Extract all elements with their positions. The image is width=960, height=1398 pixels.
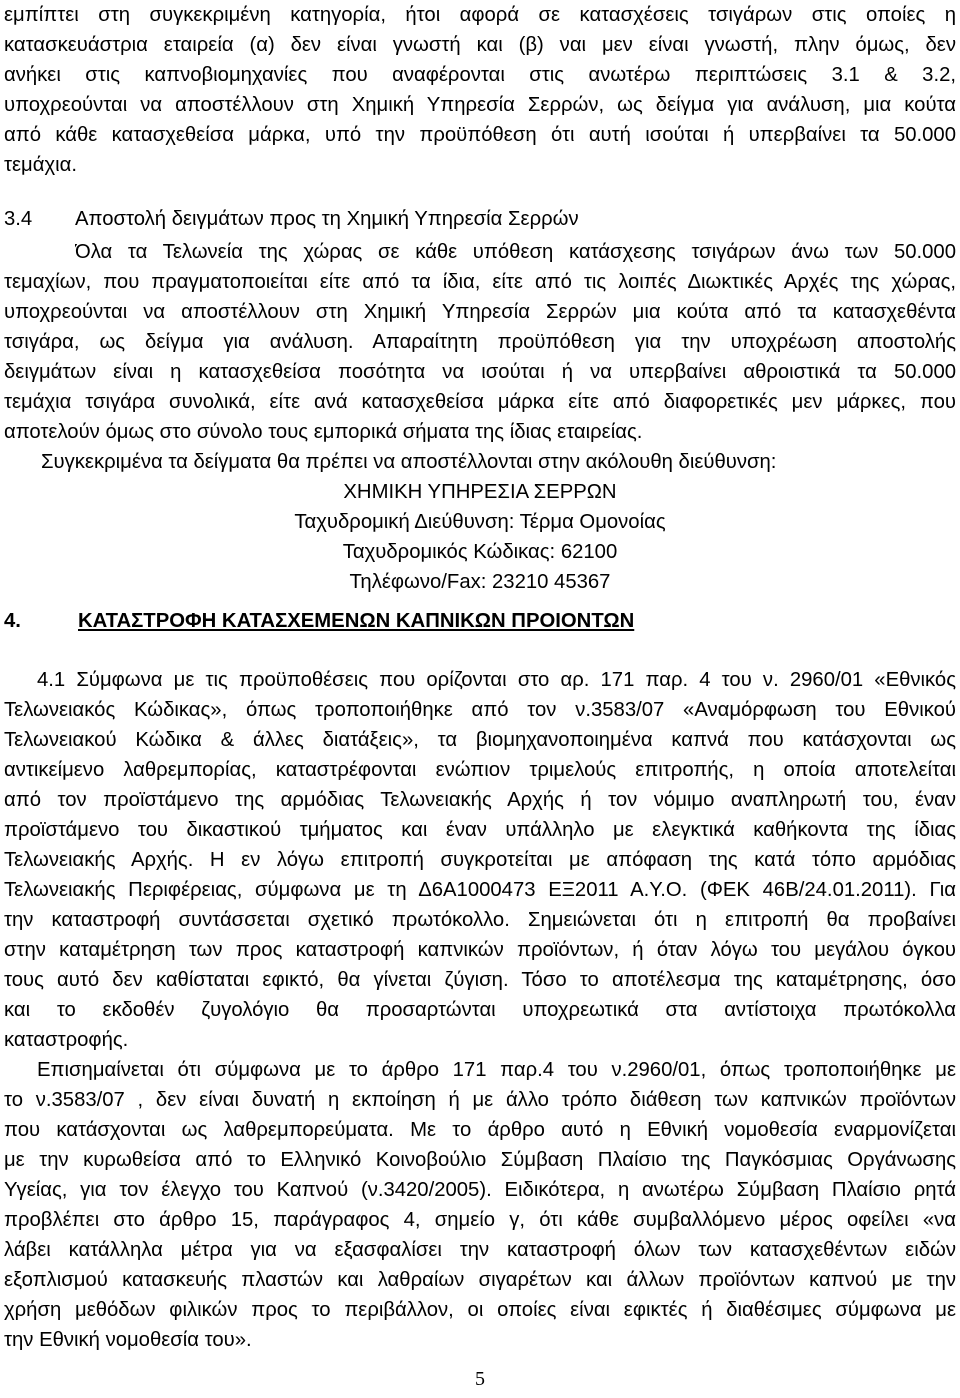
text-line: Τελωνειακής Αρχής. Η εν λόγω επιτροπή συγκροτείται με απόφαση της κατά τόπο αρμόδιας (4, 849, 956, 871)
text-line: αποτελούν όμως στο σύνολο τους εμπορικά σήματα της ίδιας εταιρείας. (4, 421, 643, 443)
section-title: Αποστολή δειγμάτων προς τη Χημική Υπηρεσία Σερρών (75, 208, 579, 230)
text-line: Τελωνειακής Περιφέρειας, σύμφωνα με τη Δ6Α1000473 ΕΞ2011 Α.Υ.Ο. (ΦΕΚ 46Β/24.01.2011). Για (4, 879, 956, 901)
text-line: αντικείμενο λαθρεμπορίας, καταστρέφονται ενώπιον τριμελούς επιτροπής, η οποία αποτελείται (4, 759, 956, 781)
text-line: Υγείας, για τον έλεγχο του Καπνού (ν.3420/2005). Ειδικότερα, η ανωτέρω Σύμβαση Πλαίσιο ρητά (4, 1179, 956, 1201)
text-line: 4.1 Σύμφωνα με τις προϋποθέσεις που ορίζονται στο αρ. 171 παρ. 4 του ν. 2960/01 «Εθνικός (37, 669, 956, 691)
address-line: Τηλέφωνο/Fax: 23210 45367 (349, 571, 611, 593)
text-line: με την κυρωθείσα από το Ελληνικό Κοινοβούλιο Σύμβαση Πλαίσιο της Παγκόσμιας Οργάνωσης (4, 1149, 956, 1171)
address-line: Ταχυδρομική Διεύθυνση: Τέρμα Ομονοίας (294, 511, 666, 533)
section-number: 3.4 (4, 208, 33, 230)
text-line: Επισημαίνεται ότι σύμφωνα με το άρθρο 171 παρ.4 του ν.2960/01, όπως τροποποιήθηκε με (37, 1059, 956, 1081)
text-line: κατασκευάστρια εταιρεία (α) δεν είναι γνωστή και (β) ναι μεν είναι γνωστή, πλην όμως, δεν (4, 34, 956, 56)
text-line: Τελωνειακός Κώδικας», όπως τροποποιήθηκε από τον ν.3583/07 «Αναμόρφωση του Εθνικού (4, 699, 956, 721)
text-line: Όλα τα Τελωνεία της χώρας σε κάθε υπόθεση κατάσχεσης τσιγάρων άνω των 50.000 (75, 241, 956, 263)
address-line: ΧΗΜΙΚΗ ΥΠΗΡΕΣΙΑ ΣΕΡΡΩΝ (343, 481, 617, 503)
text-line: τσιγάρα, ως δείγμα για ανάλυση. Απαραίτητη προϋπόθεση για την υποχρέωση αποστολής (4, 331, 956, 353)
text-line: το ν.3583/07 , δεν είναι δυνατή η εκποίηση ή με άλλο τρόπο διάθεση των καπνικών προϊόντων (4, 1089, 956, 1111)
text-line: Τελωνειακού Κώδικα & άλλες διατάξεις», τα βιομηχανοποιημένα καπνά που κατάσχονται ως (4, 729, 956, 751)
address-line: Ταχυδρομικός Κώδικας: 62100 (342, 541, 618, 563)
text-line: την καταστροφή συντάσσεται σχετικό πρωτόκολλο. Σημειώνεται ότι η επιτροπή θα προβαίνει (4, 909, 956, 931)
text-line: χρήση μεθόδων φιλικών προς το περιβάλλον, οι οποίες είναι εφικτές ή διαθέσιμες σύμφωνα με (4, 1299, 956, 1321)
text-line: καταστροφής. (4, 1029, 129, 1051)
text-line: εμπίπτει στη συγκεκριμένη κατηγορία, ήτοι αφορά σε κατασχέσεις τσιγάρων στις οποίες η (4, 4, 956, 26)
text-line: την Εθνική νομοθεσία του». (4, 1329, 252, 1351)
text-line: λάβει κατάλληλα μέτρα για να εξασφαλίσει την καταστροφή όλων των κατασχεθέντων ειδών (4, 1239, 956, 1261)
text-line: υποχρεούνται να αποστέλλουν στη Χημική Υπηρεσία Σερρών, ως δείγμα για ανάλυση, μια κούτα (4, 94, 956, 116)
text-line: που κατάσχονται ως λαθρεμπορεύματα. Με το άρθρο αυτό η Εθνική νομοθεσία εναρμονίζεται (4, 1119, 956, 1141)
document-page (4, 0, 956, 1398)
text-line: και το εκδοθέν ζυγολόγιο θα προσαρτώνται υποχρεωτικά στα αντίστοιχα πρωτόκολλα (4, 999, 956, 1021)
text-line: υποχρεούνται να αποστέλλουν στη Χημική Υπηρεσία Σερρών μια κούτα από τα κατασχεθέντα (4, 301, 956, 323)
text-line: από κάθε κατασχεθείσα μάρκα, υπό την προϋπόθεση ότι αυτή ισούται ή υπερβαίνει τα 50.000 (4, 124, 956, 146)
address-intro: Συγκεκριμένα τα δείγματα θα πρέπει να αποστέλλονται στην ακόλουθη διεύθυνση: (41, 451, 777, 473)
section-number: 4. (4, 610, 21, 632)
text-line: ανήκει στις καπνοβιομηχανίες που αναφέρονται στις ανωτέρω περιπτώσεις 3.1 & 3.2, (4, 64, 956, 86)
text-line: εξοπλισμού κατασκευής πλαστών και λαθραίων σιγαρέτων και άλλων προϊόντων καπνού με την (4, 1269, 956, 1291)
text-line: δειγμάτων είναι η κατασχεθείσα ποσότητα να ισούται ή να υπερβαίνει αθροιστικά τα 50.000 (4, 361, 956, 383)
text-line: προϊστάμενο του δικαστικού τμήματος και έναν υπάλληλο με ελεγκτικά καθήκοντα της ίδιας (4, 819, 956, 841)
text-line: από τον προϊστάμενο της αρμόδιας Τελωνειακής Αρχής ή τον νόμιμο αναπληρωτή του, έναν (4, 789, 956, 811)
text-line: τεμάχια. (4, 154, 77, 176)
section-title: ΚΑΤΑΣΤΡΟΦΗ ΚΑΤΑΣΧΕΜΕΝΩΝ ΚΑΠΝΙΚΩΝ ΠΡΟΙΟΝΤΩΝ (78, 610, 635, 632)
page-number: 5 (475, 1368, 485, 1390)
text-line: στην καταμέτρηση των προς καταστροφή καπνικών προϊόντων, ή όταν λόγω του μεγάλου όγκου (4, 939, 956, 961)
text-line: τεμάχια τσιγάρα συνολικά, είτε ανά κατασχεθείσα μάρκα είτε από διαφορετικές μεν μάρκες, που (4, 391, 956, 413)
text-line: τους αυτό δεν καθίσταται εφικτό, θα γίνεται ζύγιση. Τόσο το αποτέλεσμα της καταμέτρησης, όσο (4, 969, 956, 991)
text-line: τεμαχίων, που πραγματοποιείται είτε από τα ίδια, είτε από τις λοιπές Διωκτικές Αρχές της χώρας, (4, 271, 956, 293)
text-line: προβλέπει στο άρθρο 15, παράγραφος 4, σημείο γ, ότι κάθε συμβαλλόμενο μέρος οφείλει «να (4, 1209, 956, 1231)
